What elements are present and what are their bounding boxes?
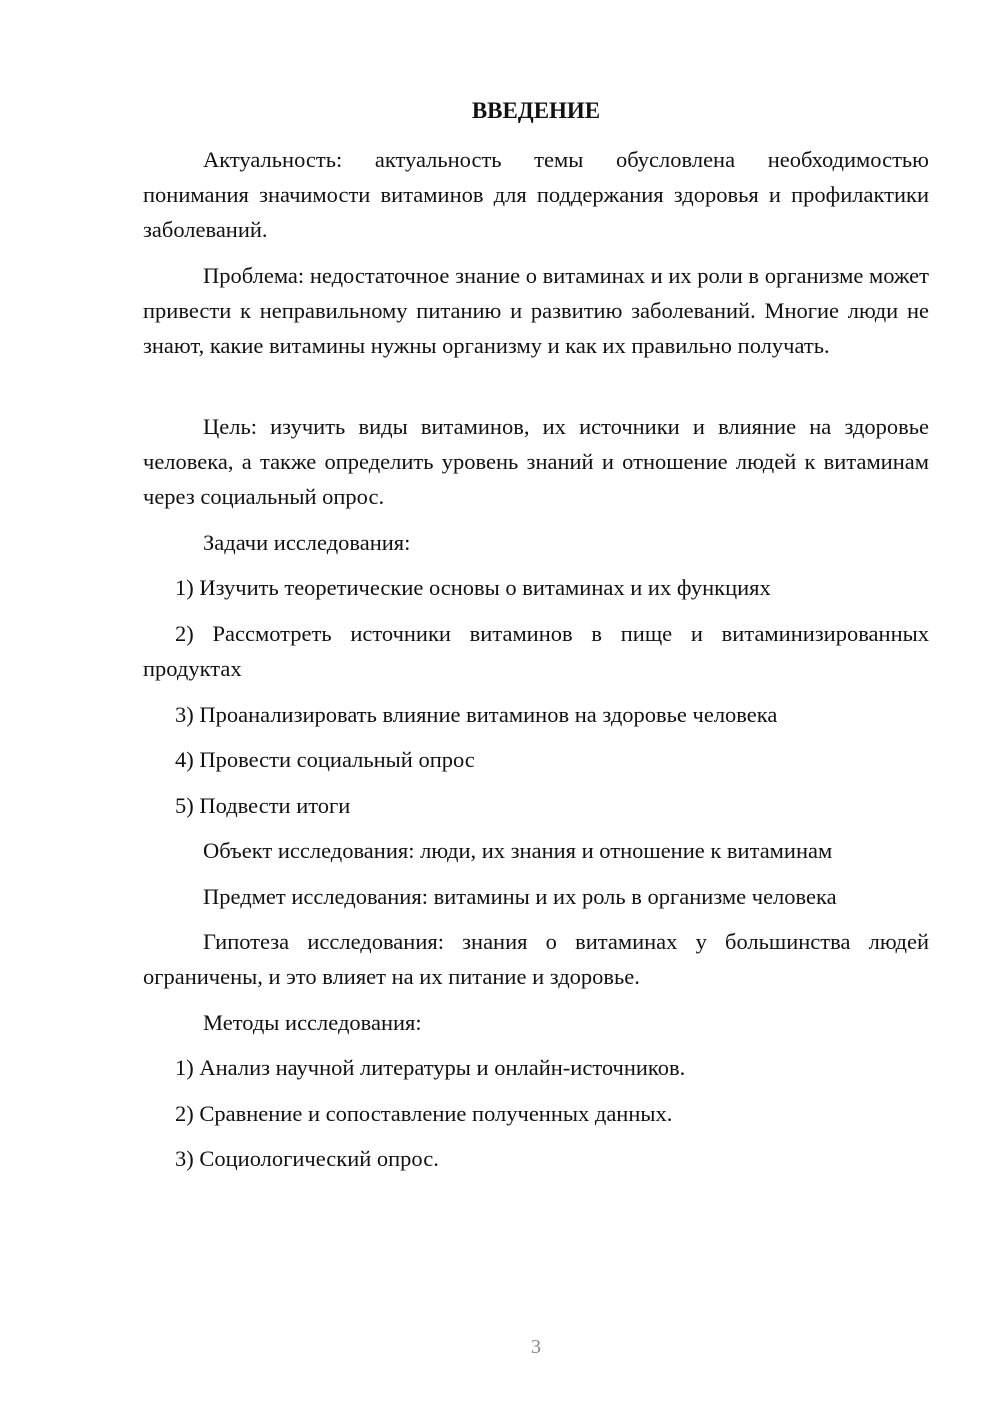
method-item-2: 2) Сравнение и сопоставление полученных данных.: [175, 1101, 673, 1126]
task-item-4: 4) Провести социальный опрос: [175, 747, 475, 772]
task-item-1: 1) Изучить теоретические основы о витаминах и их функциях: [175, 575, 771, 600]
hypothesis-paragraph: Гипотеза исследования: знания о витаминах у большинства людей ограничены, и это влияет на их питание и здоровье.: [143, 929, 929, 989]
methods-heading: Методы исследования:: [203, 1010, 422, 1035]
page-number: 3: [531, 1336, 541, 1358]
relevance-paragraph: Актуальность: актуальность темы обусловлена необходимостью понимания значимости витаминов для поддержания здоровья и профилактики заболеваний.: [143, 147, 929, 242]
subject-paragraph: Предмет исследования: витамины и их роль в организме человека: [203, 884, 837, 909]
tasks-heading: Задачи исследования:: [203, 530, 411, 555]
task-item-5: 5) Подвести итоги: [175, 793, 351, 818]
method-item-3: 3) Социологический опрос.: [175, 1146, 439, 1171]
problem-paragraph: Проблема: недостаточное знание о витаминах и их роли в организме может привести к неправильному питанию и развитию заболеваний. Многие люди не знают, какие витамины нужны организму и как их правильно получать.: [143, 263, 929, 358]
object-paragraph: Объект исследования: люди, их знания и отношение к витаминам: [203, 838, 833, 863]
method-item-1: 1) Анализ научной литературы и онлайн-источников.: [175, 1055, 686, 1080]
task-item-3: 3) Проанализировать влияние витаминов на здоровье человека: [175, 702, 778, 727]
goal-paragraph: Цель: изучить виды витаминов, их источники и влияние на здоровье человека, а также определить уровень знаний и отношение людей к витаминам через социальный опрос.: [143, 414, 929, 509]
task-item-2: 2) Рассмотреть источники витаминов в пище и витаминизированных продуктах: [143, 621, 929, 681]
page-title: ВВЕДЕНИЕ: [471, 98, 601, 123]
